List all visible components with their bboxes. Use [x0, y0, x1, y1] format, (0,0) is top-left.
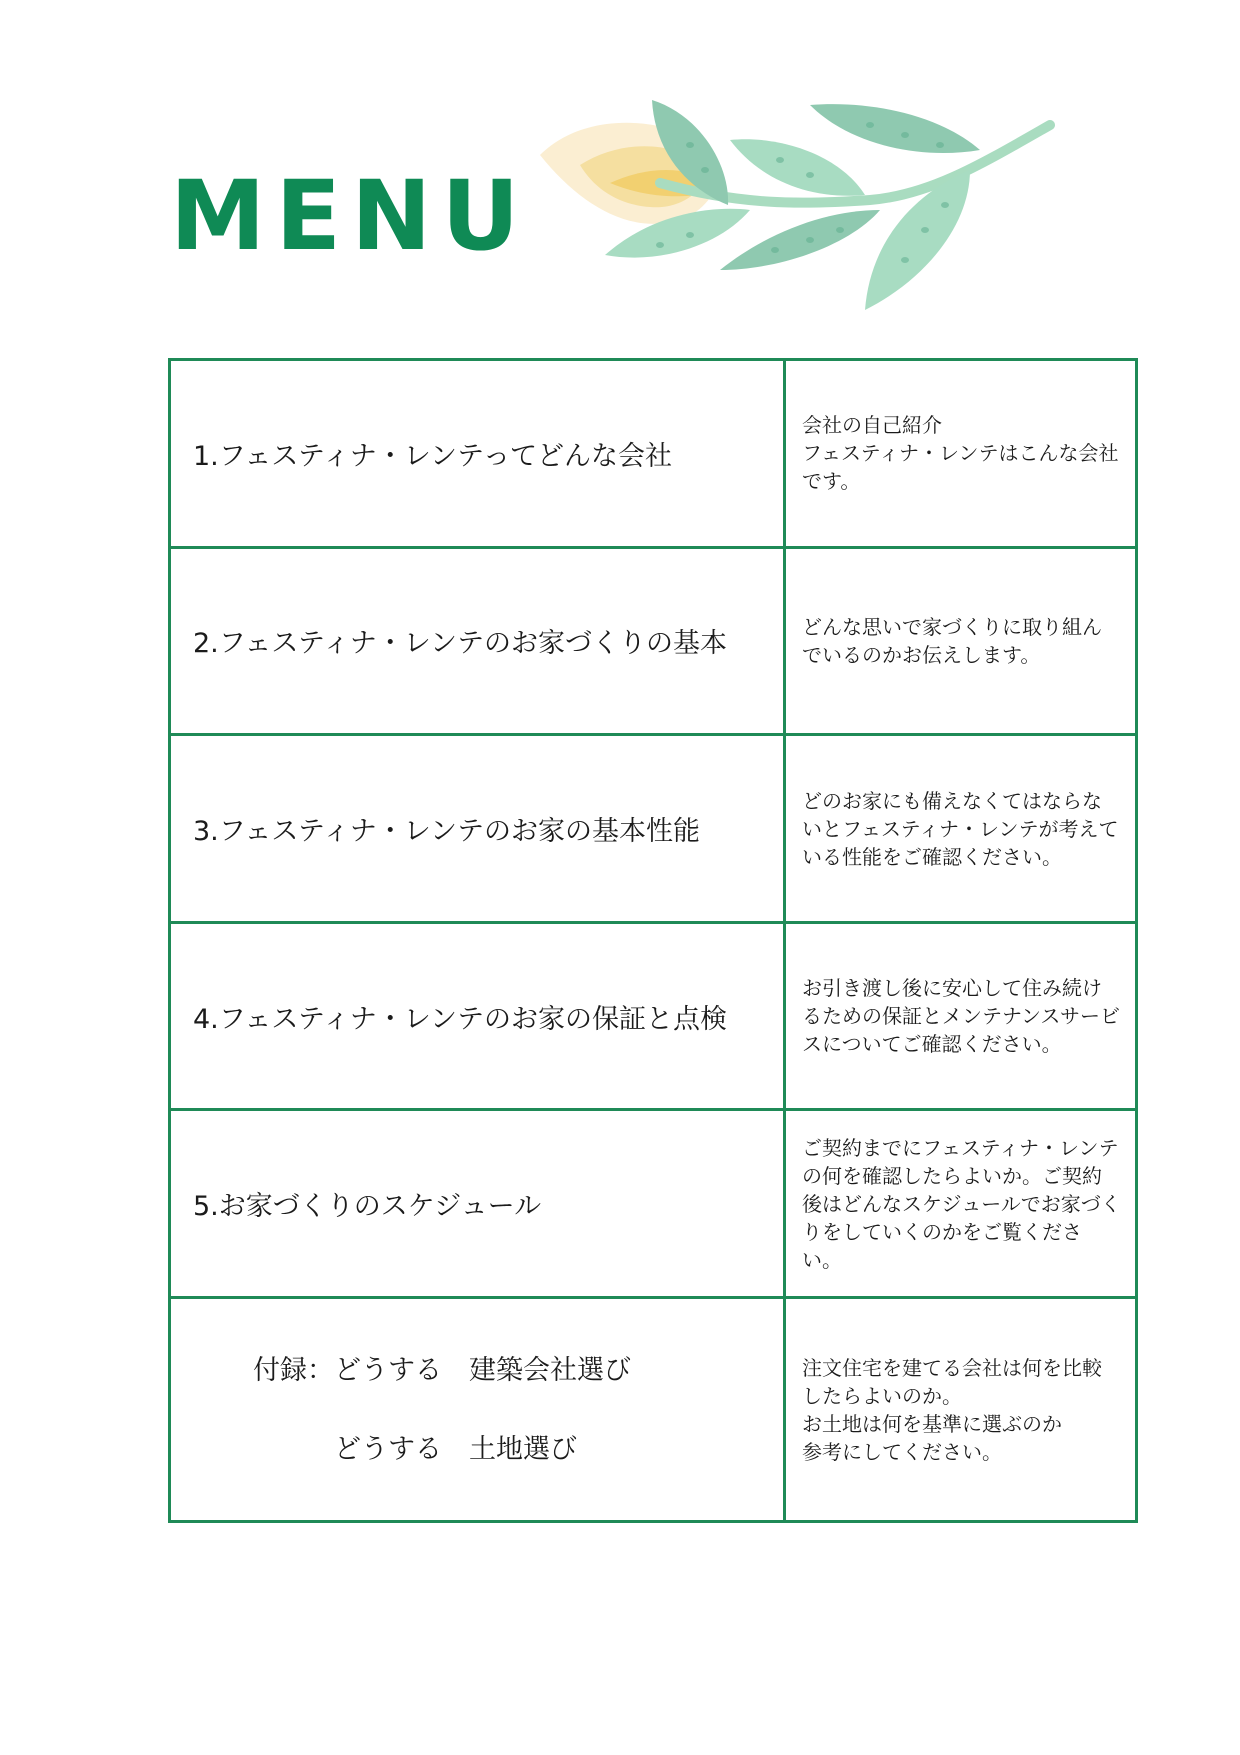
leaf-illustration [540, 95, 1120, 335]
appendix-title-cell [170, 1298, 785, 1522]
menu-row [170, 735, 1137, 923]
menu-item-desc-cell [785, 922, 1137, 1110]
appendix-line-2: どうする 土地選び [334, 1433, 577, 1465]
appendix-line-1: 付録：どうする 建築会社選び [253, 1354, 631, 1386]
menu-item-desc-cell [785, 735, 1137, 923]
menu-item-desc-cell [785, 360, 1137, 548]
menu-item-desc: ご契約までにフェスティナ・レンテの何を確認したらよいか。ご契約後はどんなスケジュールでお家づくりをしていくのかをご覧ください。 [802, 1135, 1121, 1272]
menu-row [170, 360, 1137, 548]
menu-item-title: 2.フェスティナ・レンテのお家づくりの基本 [193, 628, 728, 660]
menu-row [170, 1110, 1137, 1298]
menu-item-desc: お引き渡し後に安心して住み続けるための保証とメンテナンスサービスについてご確認ください。 [802, 976, 1120, 1057]
menu-row [170, 547, 1137, 735]
menu-item-desc-cell [785, 547, 1137, 735]
menu-item-title-cell [170, 922, 785, 1110]
menu-item-desc: どんな思いで家づくりに取り組んでいるのかお伝えします。 [802, 614, 1102, 667]
appendix-desc-cell [785, 1298, 1137, 1522]
menu-item-title: 1.フェスティナ・レンテってどんな会社 [193, 440, 672, 472]
menu-table [168, 358, 1138, 1523]
menu-item-title-cell [170, 735, 785, 923]
menu-item-title-cell [170, 360, 785, 548]
menu-item-desc: 会社の自己紹介 フェスティナ・レンテはこんな会社です。 [802, 413, 1119, 494]
menu-item-title: 3.フェスティナ・レンテのお家の基本性能 [193, 816, 701, 848]
menu-item-desc-cell [785, 1110, 1137, 1298]
menu-item-desc: どのお家にも備えなくてはならないとフェスティナ・レンテが考えている性能をご確認ください。 [802, 788, 1119, 869]
menu-item-title: 4.フェスティナ・レンテのお家の保証と点検 [193, 1003, 728, 1035]
page-title: MENU [170, 160, 530, 272]
menu-item-title: 5.お家づくりのスケジュール [193, 1191, 542, 1223]
menu-item-title-cell [170, 547, 785, 735]
menu-row-appendix [170, 1298, 1137, 1522]
menu-row [170, 922, 1137, 1110]
menu-item-title-cell [170, 1110, 785, 1298]
appendix-desc: 注文住宅を建てる会社は何を比較したらよいのか。 お土地は何を基準に選ぶのか 参考にしてください。 [802, 1355, 1102, 1464]
